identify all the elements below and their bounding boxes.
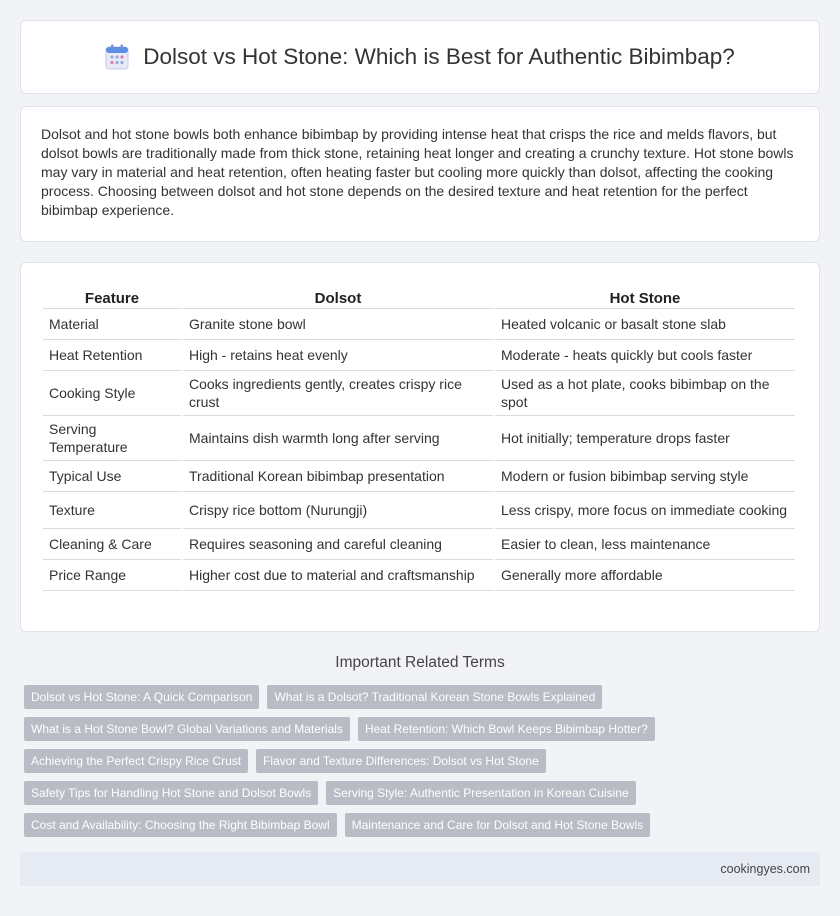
footer	[20, 852, 820, 886]
calendar-icon	[105, 44, 129, 70]
tag-row	[24, 717, 824, 741]
tag-row	[24, 813, 824, 837]
tag-row	[24, 781, 824, 805]
table-row	[43, 371, 795, 416]
dolsot-cell: Cooks ingredients gently, creates crispy rice crust	[183, 371, 493, 416]
intro-card	[20, 106, 820, 242]
related-term-link[interactable]: Achieving the Perfect Crispy Rice Crust	[24, 749, 248, 773]
related-term-link[interactable]: What is a Dolsot? Traditional Korean Stone Bowls Explained	[267, 685, 602, 709]
footer-site-link[interactable]: cookingyes.com	[720, 862, 810, 876]
related-term-link[interactable]: Serving Style: Authentic Presentation in Korean Cuisine	[326, 781, 636, 805]
feature-cell: Texture	[43, 492, 181, 529]
hot-stone-cell: Heated volcanic or basalt stone slab	[495, 309, 795, 340]
related-term-link[interactable]: Dolsot vs Hot Stone: A Quick Comparison	[24, 685, 259, 709]
dolsot-cell: High - retains heat evenly	[183, 340, 493, 371]
table-row	[43, 529, 795, 560]
hot-stone-cell: Used as a hot plate, cooks bibimbap on the spot	[495, 371, 795, 416]
table-row	[43, 461, 795, 492]
dolsot-cell: Granite stone bowl	[183, 309, 493, 340]
dolsot-cell: Higher cost due to material and craftsmanship	[183, 560, 493, 591]
table-row	[43, 492, 795, 529]
comparison-table	[41, 283, 797, 591]
intro-paragraph: Dolsot and hot stone bowls both enhance bibimbap by providing intense heat that crisps the rice and melds flavors, but dolsot bowls are traditionally made from thick stone, retaining heat longer and creating a crunchy texture. Hot stone bowls may vary in material and heat retention, often heating faster but cooling more quickly than dolsot, affecting the cooking process. Choosing between dolsot and hot stone depends on the desired texture and heat retention for the perfect bibimbap experience.	[41, 126, 794, 218]
column-header-dolsot: Dolsot	[183, 283, 493, 309]
hot-stone-cell: Easier to clean, less maintenance	[495, 529, 795, 560]
feature-cell: Typical Use	[43, 461, 181, 492]
table-row	[43, 340, 795, 371]
related-term-link[interactable]: Flavor and Texture Differences: Dolsot vs Hot Stone	[256, 749, 546, 773]
related-term-link[interactable]: Safety Tips for Handling Hot Stone and Dolsot Bowls	[24, 781, 318, 805]
tag-row	[24, 685, 824, 709]
hot-stone-cell: Hot initially; temperature drops faster	[495, 416, 795, 461]
related-term-link[interactable]: Heat Retention: Which Bowl Keeps Bibimbap Hotter?	[358, 717, 655, 741]
tag-row	[24, 749, 824, 773]
column-header-feature: Feature	[43, 283, 181, 309]
table-row	[43, 416, 795, 461]
related-terms-list	[24, 685, 824, 845]
hot-stone-cell: Moderate - heats quickly but cools faster	[495, 340, 795, 371]
dolsot-cell: Crispy rice bottom (Nurungji)	[183, 492, 493, 529]
hot-stone-cell: Generally more affordable	[495, 560, 795, 591]
feature-cell: Cooking Style	[43, 371, 181, 416]
related-term-link[interactable]: What is a Hot Stone Bowl? Global Variations and Materials	[24, 717, 350, 741]
dolsot-cell: Traditional Korean bibimbap presentation	[183, 461, 493, 492]
page-title: Dolsot vs Hot Stone: Which is Best for Authentic Bibimbap?	[143, 44, 735, 69]
hot-stone-cell: Modern or fusion bibimbap serving style	[495, 461, 795, 492]
feature-cell: Material	[43, 309, 181, 340]
hot-stone-cell: Less crispy, more focus on immediate cooking	[495, 492, 795, 529]
header-card	[20, 20, 820, 94]
title-wrap	[105, 44, 735, 70]
related-term-link[interactable]: Maintenance and Care for Dolsot and Hot Stone Bowls	[345, 813, 651, 837]
related-terms-heading: Important Related Terms	[335, 654, 505, 671]
dolsot-cell: Maintains dish warmth long after serving	[183, 416, 493, 461]
related-term-link[interactable]: Cost and Availability: Choosing the Right Bibimbap Bowl	[24, 813, 337, 837]
table-row	[43, 560, 795, 591]
column-header-hot-stone: Hot Stone	[495, 283, 795, 309]
comparison-table-card	[20, 262, 820, 632]
table-header-row	[43, 283, 795, 309]
feature-cell: Cleaning & Care	[43, 529, 181, 560]
feature-cell: Price Range	[43, 560, 181, 591]
table-row	[43, 309, 795, 340]
dolsot-cell: Requires seasoning and careful cleaning	[183, 529, 493, 560]
feature-cell: Serving Temperature	[43, 416, 181, 461]
feature-cell: Heat Retention	[43, 340, 181, 371]
